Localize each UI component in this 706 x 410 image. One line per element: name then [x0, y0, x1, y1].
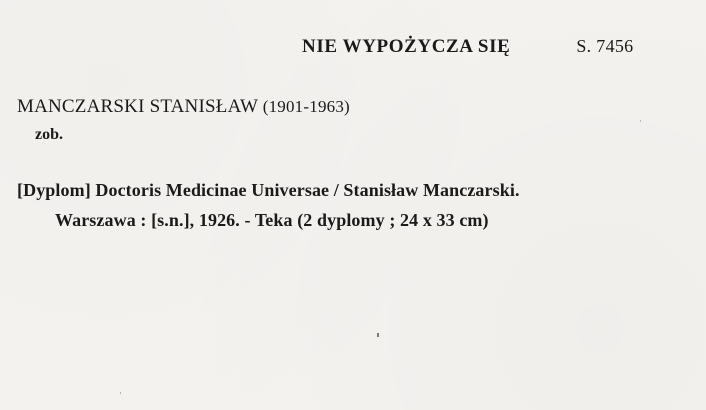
author-name-line — [17, 96, 677, 118]
paper-speck — [377, 333, 379, 337]
record-title: [Dyplom] Doctoris Medicinae Universae / Stanisław Manczarski. — [17, 180, 520, 200]
record-imprint: Warszawa : [s.n.], 1926. - Teka (2 dyplomy ; 24 x 33 cm) — [55, 210, 489, 230]
no-lending-stamp: NIE WYPOŻYCZA SIĘ — [302, 36, 511, 57]
author-heading — [17, 96, 677, 144]
see-also-note: zob. — [35, 126, 63, 143]
paper-speck — [640, 120, 641, 122]
paper-speck — [120, 392, 121, 394]
bibliographic-record — [17, 180, 689, 231]
card-header — [0, 36, 706, 58]
author-name: MANCZARSKI STANISŁAW — [17, 96, 258, 117]
author-dates: (1901-1963) — [262, 97, 350, 116]
shelfmark: S. 7456 — [576, 36, 634, 56]
